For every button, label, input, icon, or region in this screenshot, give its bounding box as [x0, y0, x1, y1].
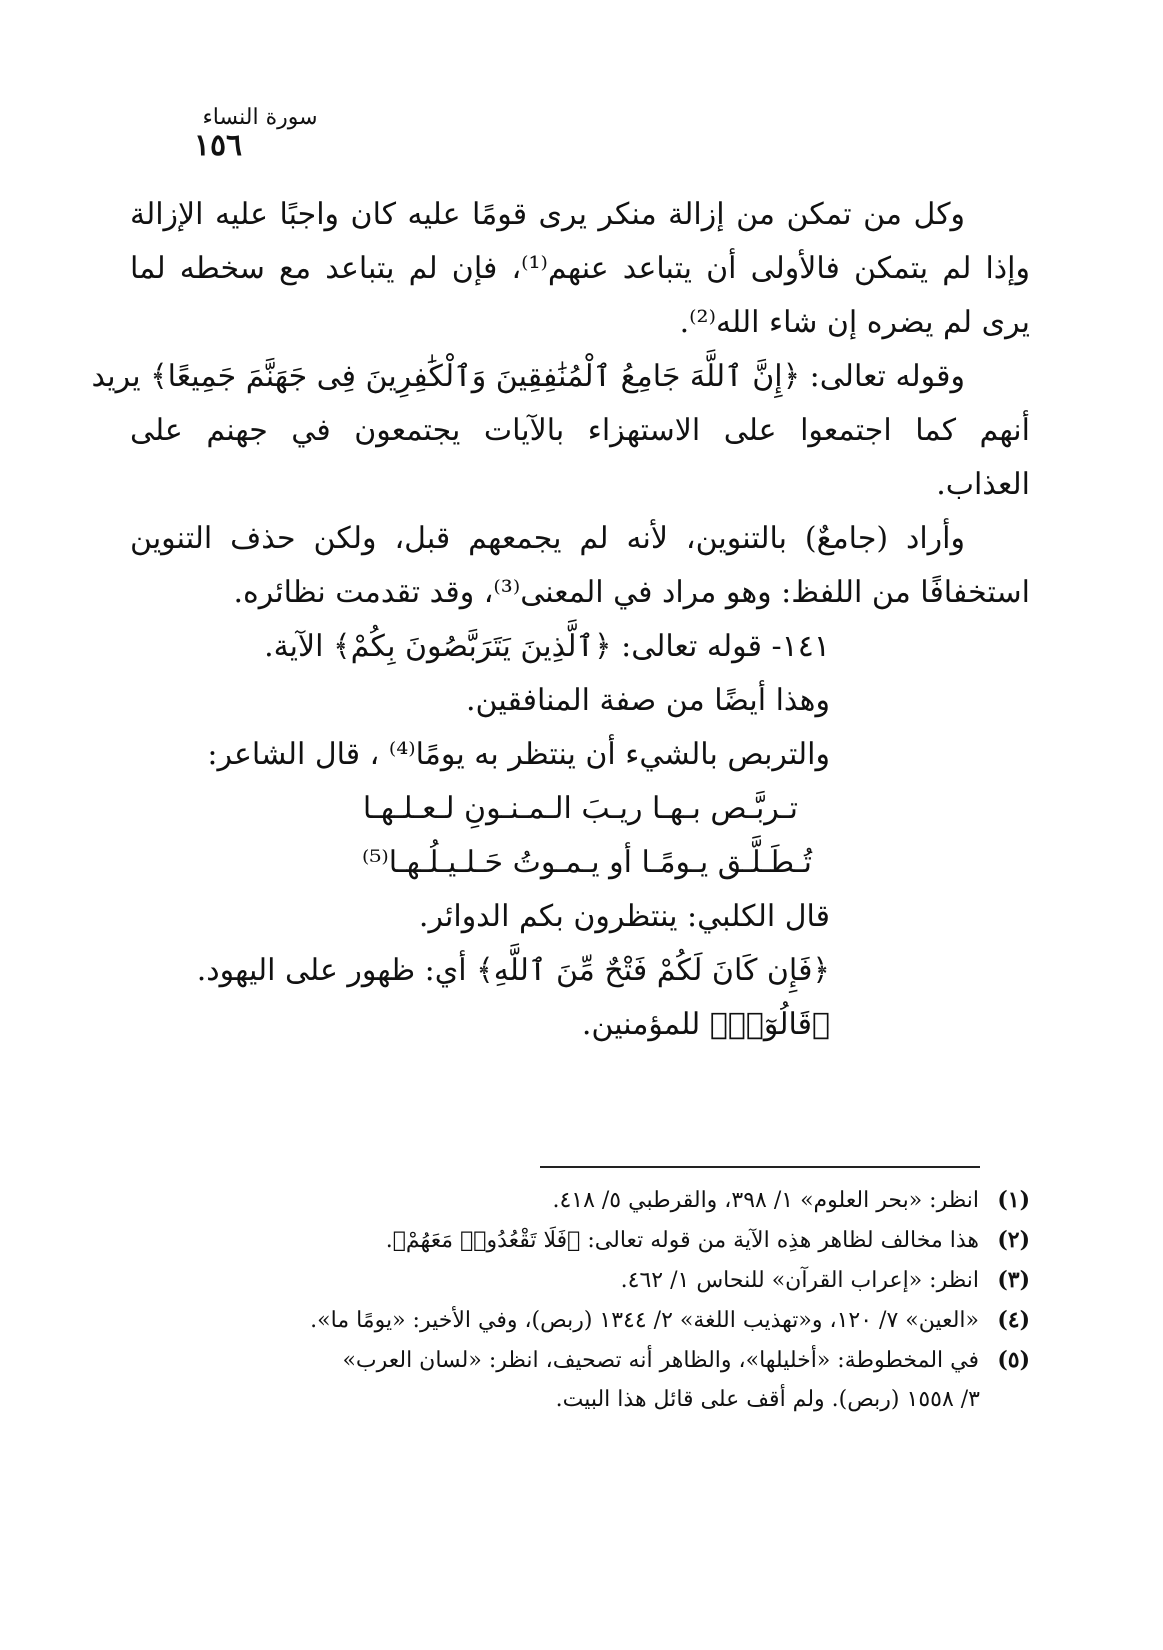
text-line: وهذا أيضًا من صفة المنافقين.	[466, 683, 830, 718]
footnote-text: انظر: «بحر العلوم» ١/ ٣٩٨، والقرطبي ٥/ ٤١٨.	[552, 1188, 979, 1213]
quran-verse-line: وقوله تعالى: ﴿إِنَّ ٱللَّهَ جَامِعُ ٱلْمُنَٰفِقِينَ وَٱلْكَٰفِرِينَ فِى جَهَنَّمَ جَمِيعًا﴾ يريد	[91, 359, 965, 394]
footnote-number: (٥)	[997, 1347, 1030, 1373]
text-line: يرى لم يضره إن شاء الله⁽²⁾.	[679, 305, 1030, 340]
text-line: وأراد (جامعٌ) بالتنوين، لأنه لم يجمعهم قبل، ولكن حذف التنوين	[130, 521, 965, 556]
page-number: ١٥٦	[193, 128, 243, 163]
poetry-hemistich-2: تُـطَـلَّـق يـومًـا أو يـمـوتُ حَـلـيـلُـهـا⁽⁵⁾	[361, 845, 812, 880]
footnote-number: (٤)	[997, 1307, 1030, 1333]
footnote-number: (١)	[997, 1187, 1030, 1213]
quran-verse-line: ﴿فَإِن كَانَ لَكُمْ فَتْحٌ مِّنَ ٱللَّهِ﴾ أي: ظهور على اليهود.	[196, 953, 830, 988]
text-line: أنهم كما اجتمعوا على الاستهزاء بالآيات يجتمعون في جهنم على	[130, 413, 1030, 448]
quran-verse-line: ﴿قَالُوٓا۟﴾ للمؤمنين.	[581, 1007, 830, 1042]
footnote-text: «العين» ٧/ ١٢٠، و«تهذيب اللغة» ٢/ ١٣٤٤ (ربص)، وفي الأخير: «يومًا ما».	[310, 1308, 979, 1333]
text-line: العذاب.	[936, 467, 1030, 502]
footnote-number: (٣)	[997, 1267, 1030, 1293]
footnote-continuation: ٣/ ١٥٥٨ (ربص). ولم أقف على قائل هذا البيت.	[555, 1387, 980, 1412]
footnote-divider	[540, 1166, 980, 1168]
verse-heading-line: ١٤١- قوله تعالى: ﴿ٱلَّذِينَ يَتَرَبَّصُونَ بِكُمْ﴾ الآية.	[264, 629, 830, 664]
footnote	[130, 1340, 1030, 1380]
footnote-number: (٢)	[997, 1227, 1030, 1253]
text-line: وكل من تمكن من إزالة منكر يرى قومًا عليه كان واجبًا عليه الإزالة	[130, 197, 965, 232]
text-line: استخفافًا من اللفظ: وهو مراد في المعنى⁽³⁾، وقد تقدمت نظائره.	[233, 575, 1030, 610]
text-line: والتربص بالشيء أن ينتظر به يومًا⁽⁴⁾ ، قال الشاعر:	[207, 737, 830, 772]
footnote	[130, 1180, 1030, 1220]
poetry-hemistich-1: تـربَّـص بـهـا ريـبَ الـمـنـونِ لـعـلـهـا	[362, 791, 798, 826]
footnote-text: في المخطوطة: «أخليلها»، والظاهر أنه تصحيف، انظر: «لسان العرب»	[342, 1348, 979, 1373]
footnote-text: انظر: «إعراب القرآن» للنحاس ١/ ٤٦٢.	[620, 1268, 979, 1293]
footnote	[130, 1260, 1030, 1300]
text-line: وإذا لم يتمكن فالأولى أن يتباعد عنهم⁽¹⁾، فإن لم يتباعد مع سخطه لما	[130, 251, 1030, 286]
footnote-text: هذا مخالف لظاهر هذِه الآية من قوله تعالى: ﴿فَلَا تَقْعُدُوا۟ مَعَهُمْ﴾.	[385, 1228, 979, 1253]
footnote	[130, 1220, 1030, 1260]
running-header-title: سورة النساء	[202, 105, 318, 130]
text-line: قال الكلبي: ينتظرون بكم الدوائر.	[418, 899, 830, 934]
footnote	[130, 1300, 1030, 1340]
